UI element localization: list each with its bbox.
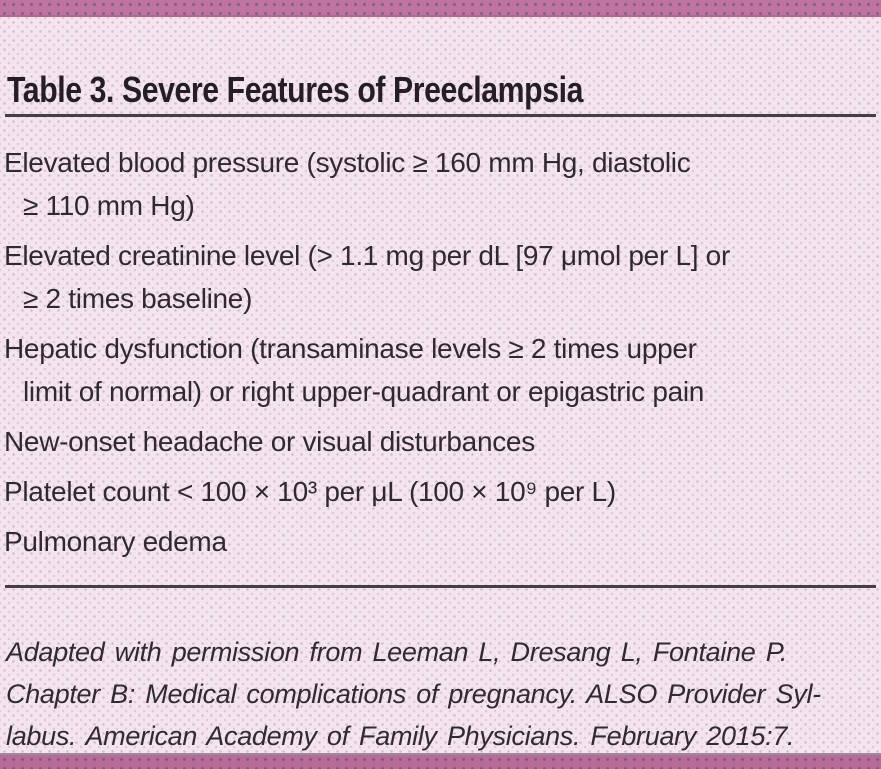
table-row: Elevated blood pressure (systolic ≥ 160 mm Hg, diastolic ≥ 110 mm Hg) [4, 147, 691, 221]
bottom-accent-bar [0, 753, 881, 769]
top-accent-bar [0, 0, 881, 17]
table-row: Elevated creatinine level (> 1.1 mg per dL [97 μmol per L] or ≥ 2 times baseline) [4, 240, 730, 314]
table-row: Pulmonary edema [4, 526, 227, 557]
table-row: Platelet count < 100 × 10³ per μL (100 × 10⁹ per L) [4, 476, 616, 507]
header-divider-line [5, 114, 876, 117]
footnote-citation: Adapted with permission from Leeman L, Dresang L, Fontaine P. Chapter B: Medical complications of pregnancy. ALSO Provider Syl- labus. American Academy of Family Physicians. February 2015:7. [6, 637, 821, 751]
footnote-divider-line [5, 585, 876, 588]
severe-features-list [4, 141, 875, 570]
table-row: New-onset headache or visual disturbances [4, 426, 535, 457]
table-row: Hepatic dysfunction (transaminase levels ≥ 2 times upper limit of normal) or right upper-quadrant or epigastric pain [4, 333, 705, 407]
table-title: Table 3. Severe Features of Preeclampsia [7, 69, 583, 111]
